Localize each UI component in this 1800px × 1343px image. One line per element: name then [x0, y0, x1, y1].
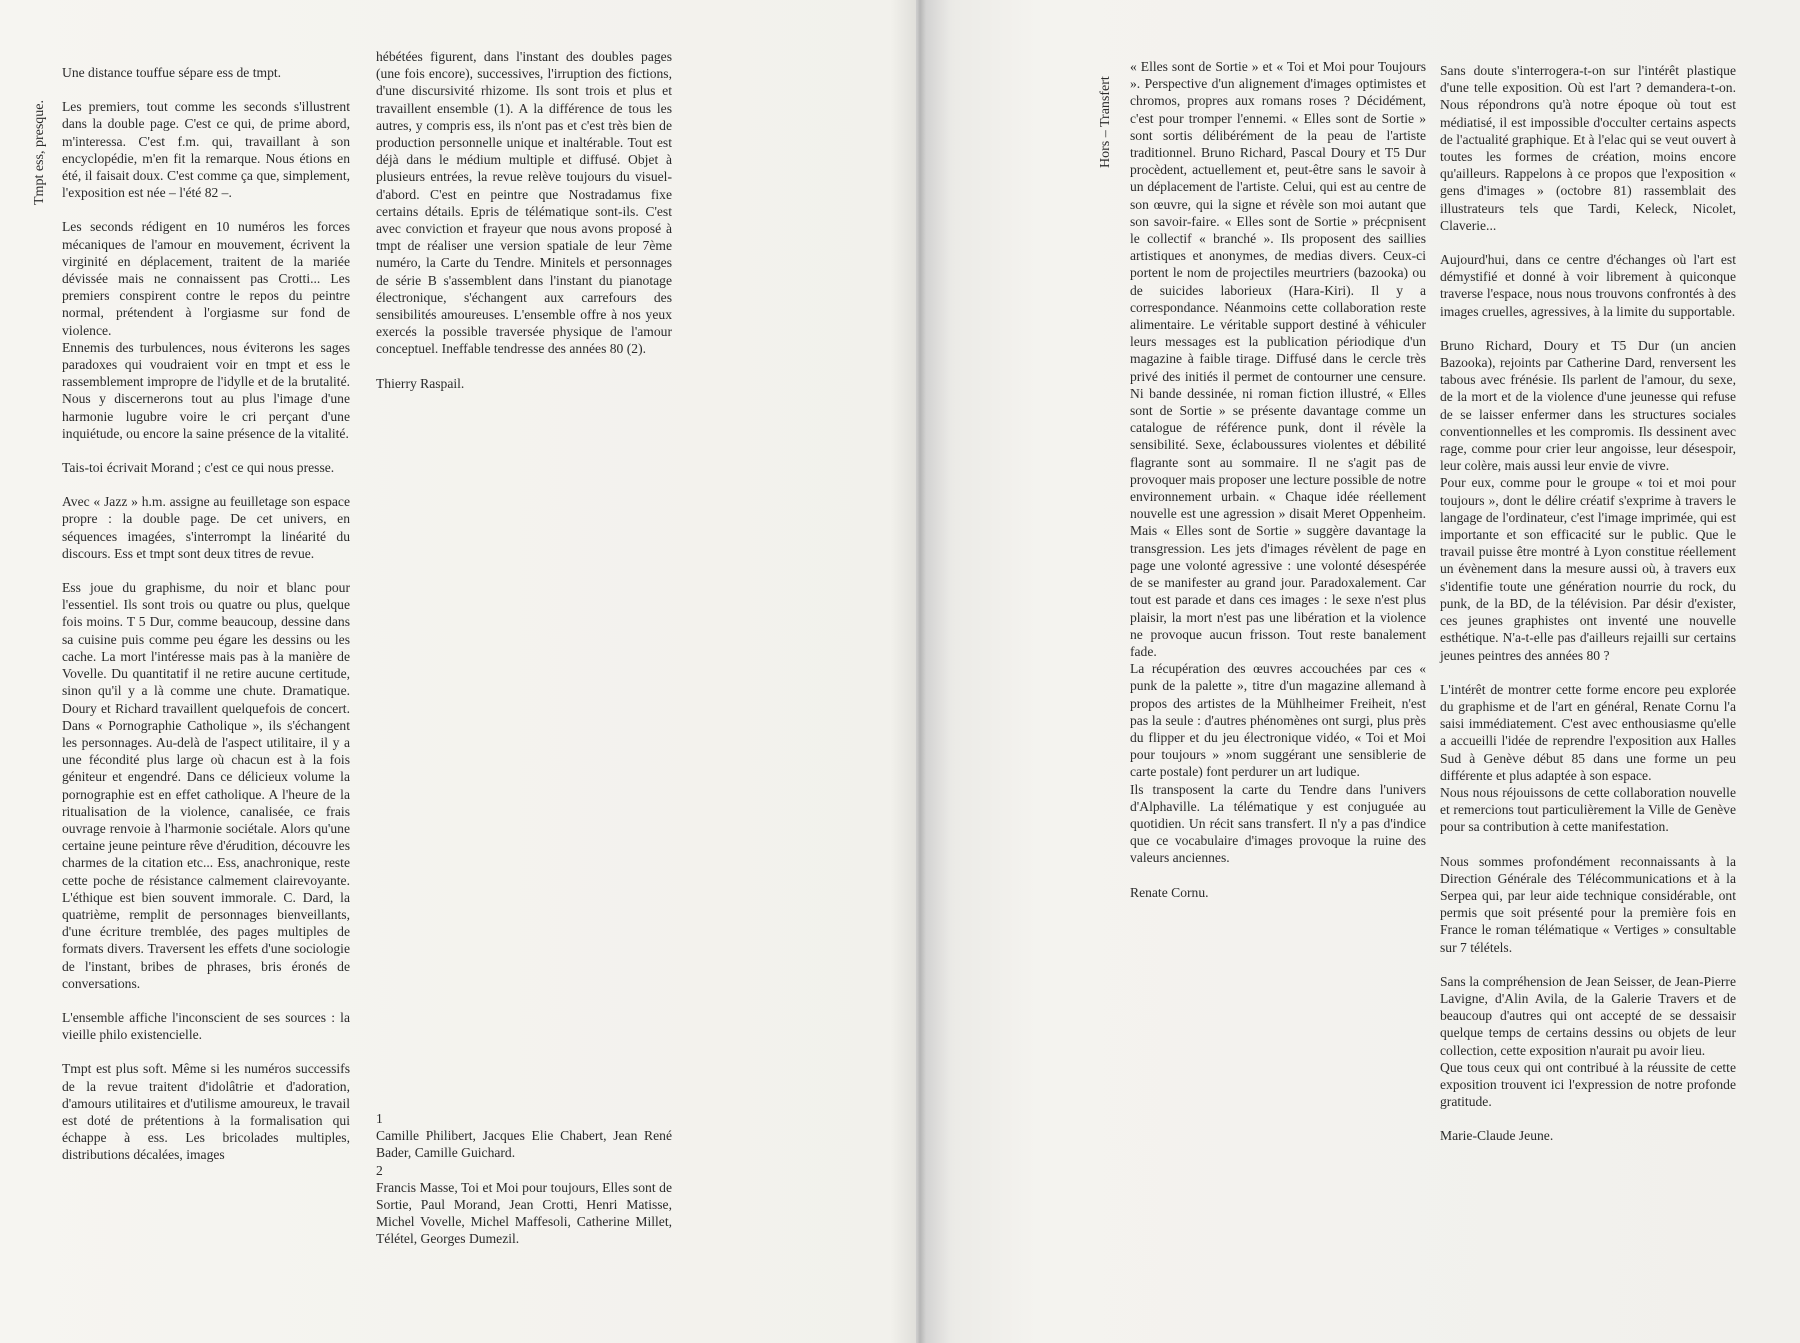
footnote-text: Camille Philibert, Jacques Elie Chabert, Jean René Bader, Camille Guichard.	[376, 1128, 672, 1161]
paragraph: La récupération des œuvres accouchées par ces « punk de la palette », titre d'un magazine allemand à propos des artistes de la Mühlheimer Freiheit, n'est pas la seule : d'autres phénomènes ont surgi, plus près du flipper et du jeu électronique vidéo, « Toi et Moi pour toujours » »nom suggérant une sensiblerie de carte postale) font perdurer un art ludique.	[1130, 661, 1426, 780]
footnote-text: Francis Masse, Toi et Moi pour toujours, Elles sont de Sortie, Paul Morand, Jean Crotti, Henri Matisse, Michel Vovelle, Michel Maffesoli, Catherine Millet, Télétel, Georges Dumezil.	[376, 1179, 672, 1247]
paragraph: Que tous ceux qui ont contribué à la réussite de cette exposition trouvent ici l'expression de notre profonde gratitude.	[1440, 1059, 1736, 1110]
paragraph: Ennemis des turbulences, nous éviterons les sages paradoxes qui voudraient voir en tmpt et ess le rassemblement impropre de l'idylle et de la brutalité. Nous y discernerons tout au plus l'image d'une harmonie lugubre voire le cri perçant d'une inquiétude, ou encore la saine présence de la vitalité.	[62, 339, 350, 441]
paragraph: Nous sommes profondément reconnaissants à la Direction Générale des Télécommunications et à la Serpea qui, par leur aide technique considérable, ont permis que soit présenté pour la première fois en France le roman télématique « Vertiges » consultable sur 7 télétels.	[1440, 853, 1736, 955]
right-page	[916, 0, 1800, 1343]
paragraph: Les seconds rédigent en 10 numéros les forces mécaniques de l'amour en mouvement, écrivent la virginité en déplacement, traitent de la mariée dévissée mais ne connaissent pas Crotti... Les premiers conspirent contre le repos du peintre normal, prétendent à l'orgiasme sur fond de violence.	[62, 219, 350, 338]
paragraph: Ess joue du graphisme, du noir et blanc pour l'essentiel. Ils sont trois ou quatre ou plus, quelque fois moins. T 5 Dur, comme beaucoup, dessine dans sa cuisine puis comme peu égare les dessins ou les cache. La mort l'intéresse mais pas à la manière de Vovelle. Du quantitatif il ne retire aucune certitude, sinon qu'il y a là comme une chute. Dramatique. Doury et Richard travaillent quelquefois de concert. Dans « Pornographie Catholique », ils s'échangent les personnages. Au-delà de l'aspect utilitaire, il y a une fécondité plus large où chacun est à la fois géniteur et engendré. Dans ce délicieux volume la pornographie est en effet catholique. A l'heure de la ritualisation de la violence, canalisée, ce frais ouvrage renvoie à l'harmonie sociétale. Alors qu'une certaine jeune peinture rêve d'érudition, découvre les charmes de la citation etc... Ess, anachronique, reste cette poche de résistance calmement clairevoyante. L'éthique est bien souvent immorale. C. Dard, la quatrième, remplit de personnages bienveillants, d'une écriture tremblée, des pages multiples de formats divers. Traversent les effets d'une sociologie de l'instant, bribes de phrases, bris éronés de conversations.	[62, 580, 350, 991]
book-gutter	[890, 0, 950, 1343]
right-column-2	[1440, 62, 1736, 1162]
paragraph: Avec « Jazz » h.m. assigne au feuilletage son espace propre : la double page. De cet univers, en séquences imagées, s'interrompt la linéarité du discours. Ess et tmpt sont deux titres de revue.	[62, 494, 350, 561]
paragraph: Tmpt est plus soft. Même si les numéros successifs de la revue traitent d'idolâtrie et d'adoration, d'amours utilitaires et d'utilisme amoureux, le travail est doté de prétentions à la formalisation qui échappe à ess. Les bricolades multiples, distributions décalées, images	[62, 1061, 350, 1163]
signature: Thierry Raspail.	[376, 375, 465, 391]
paragraph: L'intérêt de montrer cette forme encore peu explorée du graphisme et de l'art en général, Renate Cornu l'a saisi immédiatement. C'est avec enthousiasme qu'elle a accueilli l'idée de reprendre l'exposition aux Halles Sud à Genève début 85 dans une forme un peu différente et plus adaptée à son espace.	[1440, 681, 1736, 783]
paragraph: Pour eux, comme pour le groupe « toi et moi pour toujours », dont le délire créatif s'exprime à travers le langage de l'ordinateur, c'est l'image imprimée, qui est importante et son efficacité sur le public. Que le travail puisse être montré à Lyon constitue réellement un évènement dans la mesure aussi où, à travers eux s'identifie toute une génération nourrie du rock, du punk, de la BD, de la télévision. Par désir d'exister, ces jeunes graphistes ont inventé une nouvelle esthétique. N'a-t-elle pas d'ailleurs rejailli sur certains jeunes peintres des années 80 ?	[1440, 475, 1736, 663]
paragraph: Tais-toi écrivait Morand ; c'est ce qui nous presse.	[62, 460, 335, 476]
left-column-1	[62, 64, 350, 1181]
right-side-title: Hors – Transfert	[1098, 76, 1113, 168]
signature: Renate Cornu.	[1130, 884, 1209, 900]
paragraph: « Elles sont de Sortie » et « Toi et Moi pour Toujours ». Perspective d'un alignement d'images optimistes et chromos, propres aux romans roses ? Décidément, c'est pour tromper l'ennemi. « Elles sont de Sortie » sont sortis délibérément de la peau de l'artiste traditionnel. Bruno Richard, Pascal Doury et T5 Dur procèdent, actuellement et, peut-être sans le savoir à un déplacement de l'artiste. Celui, qui est au centre de son œuvre, qui la signe et révèle son moi autant que son savoir-faire. « Elles sont de Sortie » précpnisent le collectif « branché ». Ils proposent des saillies artistiques et anonymes, de medias divers. Ceux-ci portent le nom de projectiles meurtriers (bazooka) ou de suicides laborieux (Hara-Kiri). Il y a correspondance. Néanmoins cette collaboration reste alimentaire. Le véritable support destiné à véhiculer leurs messages est la publication périodique d'un magazine à faible tirage. Diffusé dans le cercle très privé des initiés il permet de contourner une censure. Ni bande dessinée, ni roman fiction illustré, « Elles sont de Sortie » se présente davantage comme un catalogue de référence punk, dont il révèle la sensibilité. Sexe, éclaboussures violentes et débilité flagrante sont au sommaire. Il ne s'agit pas de provoquer mais proposer une lecture possible de notre environnement urbain. « Chaque idée réellement nouvelle est une agression » disait Meret Oppenheim. Mais « Elles sont de Sortie » suggère davantage la transgression. Les jets d'images révèlent de page en page une volonté agressive : une volonté désespérée de se manifester au grand jour. Paradoxalement. Car tout est parade et dans ces images : le sexe n'est plus plaisir, la mort n'est pas une libération et la violence ne provoque aucun frisson. Tout reste banalement fade.	[1130, 59, 1426, 659]
right-column-1	[1130, 58, 1426, 918]
footnotes	[376, 1110, 672, 1248]
paragraph: Une distance touffue sépare ess de tmpt.	[62, 65, 282, 80]
footnote-number: 2	[376, 1162, 383, 1178]
paragraph: hébétées figurent, dans l'instant des doubles pages (une fois encore), successives, l'irruption des fictions, d'une discursivité rhizome. Ils sont trois et plus et travaillent ensemble (1). A la différence de tous les autres, y compris ess, ils n'ont pas et c'est très bien de production personnelle unique et inaltérable. Tout est déjà dans le médium multiple et diffusé. Objet à plusieurs entrées, la revue relève toujours du visuel-d'abord. C'est en peintre que Nostradamus fixe certains détails. Epris de télématique sont-ils. C'est avec conviction et frayeur que nous avons proposé à tmpt de réaliser une version spatiale de leur 7ème numéro, la Carte du Tendre. Minitels et personnages de série B s'assemblent dans l'instant du pianotage électronique, s'échangent aux carrefours des sensibilités amoureuses. L'ensemble offre à nos yeux exercés la possible traversée physique de l'amour conceptuel. Ineffable tendresse des années 80 (2).	[376, 49, 672, 357]
paragraph: Aujourd'hui, dans ce centre d'échanges où l'art est démystifié et donné à voir librement à quiconque traverse l'espace, nous nous trouvons confrontés à des images cruelles, agressives, à la limite du supportable.	[1440, 252, 1736, 319]
paragraph: Sans la compréhension de Jean Seisser, de Jean-Pierre Lavigne, d'Alin Avila, de la Galerie Travers et de beaucoup d'autres qui ont accepté de se dessaisir quelque temps de certains dessins ou objets de leur collection, cette exposition n'aurait pu avoir lieu.	[1440, 973, 1736, 1058]
left-column-2	[376, 48, 672, 409]
left-side-title: Tmpt ess, presque.	[32, 100, 47, 205]
paragraph: Les premiers, tout comme les seconds s'illustrent dans la double page. C'est ce qui, de prime abord, m'interessa. C'est f.m. qui, travaillant à son encyclopédie, m'en fit la remarque. Nous étions en été, il faisait doux. C'est comme ça que, simplement, l'exposition est née – l'été 82 –.	[62, 99, 350, 201]
paragraph: Bruno Richard, Doury et T5 Dur (un ancien Bazooka), rejoints par Catherine Dard, renversent les tabous avec frénésie. Ils parlent de l'amour, du sexe, de la mort et de la violence d'une jeunesse qui refuse de se laisser enfermer dans les structures sociales conventionnelles et les compromis. Ils dessinent avec rage, comme pour crier leur angoisse, leur désespoir, leur colère, mais aussi leur envie de vivre.	[1440, 337, 1736, 474]
paragraph: Nous nous réjouissons de cette collaboration nouvelle et remercions tout particulièrement la Ville de Genève pour sa contribution à cette manifestation.	[1440, 784, 1736, 835]
signature: Marie-Claude Jeune.	[1440, 1128, 1554, 1144]
footnote-number: 1	[376, 1111, 383, 1126]
paragraph: L'ensemble affiche l'inconscient de ses sources : la vieille philo existencielle.	[62, 1009, 350, 1043]
paragraph: Sans doute s'interrogera-t-on sur l'intérêt plastique d'une telle exposition. Où est l'art ? demandera-t-on. Nous répondrons qu'à notre époque où tout est médiatisé, il est impossible d'occulter certains aspects de l'actualité graphique. Et à l'elac qui se veut ouvert à toutes les formes de création, moins encore qu'ailleurs. Rappelons à ce propos que l'exposition « gens d'images » (octobre 81) rassemblait des illustrateurs tels que Tardi, Keleck, Nicolet, Claverie...	[1440, 63, 1736, 233]
paragraph: Ils transposent la carte du Tendre dans l'univers d'Alphaville. La télématique y est conjuguée au quotidien. Un récit sans transfert. Il n'y a pas d'indice que ce vocabulaire d'images provoque la ruine des valeurs anciennes.	[1130, 781, 1426, 866]
